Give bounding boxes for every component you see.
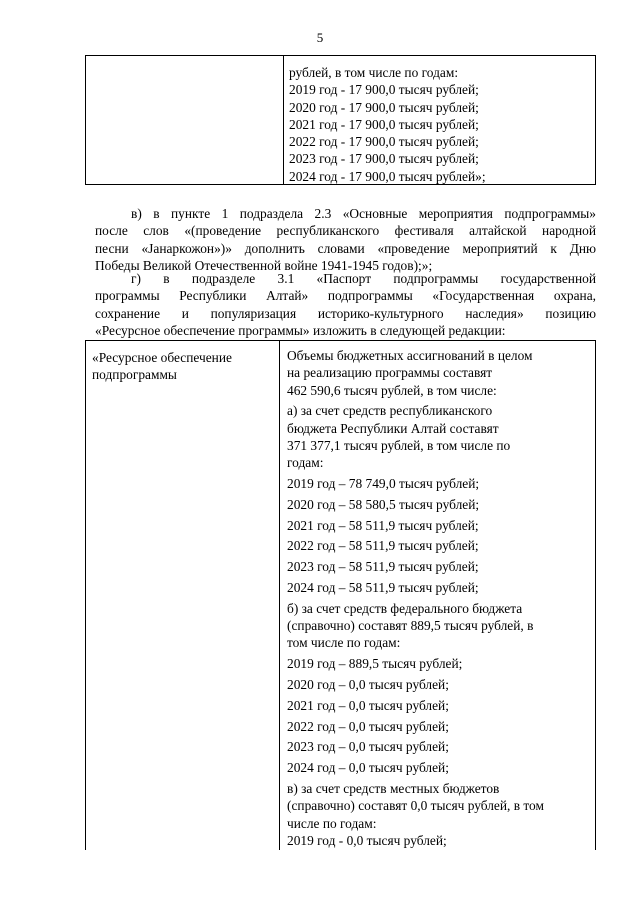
table-line: в) за счет средств местных бюджетов (287, 781, 500, 797)
paragraph-line: сохранение и популяризация историко-культурного наследия» позицию (95, 305, 596, 321)
table-line: рублей, в том числе по годам: (289, 65, 459, 80)
table-line: числе по годам: (287, 815, 377, 831)
table-line: а) за счет средств республиканского (287, 403, 493, 419)
table-line: 2024 год - 17 900,0 тысяч рублей»; (289, 168, 486, 184)
table-line: 2020 год – 58 580,5 тысяч рублей; (287, 496, 480, 512)
resource-paragraph (287, 738, 587, 755)
resource-paragraph (287, 718, 587, 735)
paragraph-line: в) в пункте 1 подраздела 2.3 «Основные мероприятия подпрограммы» (131, 206, 596, 221)
paragraph-line: после слов «(проведение республиканского фестиваля алтайской народной (95, 223, 596, 239)
table-line: на реализацию программы составят (287, 365, 493, 381)
table-line: 2021 год - 17 900,0 тысяч рублей; (289, 116, 479, 132)
resource-paragraph (287, 558, 587, 575)
paragraph-line: «Ресурсное обеспечение программы» изложить в следующей редакции: (95, 322, 506, 338)
resource-paragraph (287, 475, 587, 492)
resource-paragraph (287, 655, 587, 672)
table-line: 2019 год - 0,0 тысяч рублей; (287, 832, 447, 848)
table-line: (справочно) составят 889,5 тысяч рублей, в (287, 618, 534, 634)
table-line: 2022 год – 0,0 тысяч рублей; (287, 718, 449, 734)
paragraph-line: программы Республики Алтай» подпрограммы «Государственная охрана, (95, 288, 596, 304)
table-line: 2020 год - 17 900,0 тысяч рублей; (289, 99, 479, 115)
table-line: 2023 год - 17 900,0 тысяч рублей; (289, 151, 479, 167)
resource-paragraph (287, 517, 587, 534)
paragraph-line: Победы Великой Отечественной войне 1941-1945 годов);»; (95, 257, 433, 273)
table-line: б) за счет средств федерального бюджета (287, 600, 523, 616)
table-line: 2023 год – 0,0 тысяч рублей; (287, 739, 449, 755)
resource-paragraph (287, 600, 587, 652)
table-column-divider (279, 341, 280, 850)
table-line: 371 377,1 тысяч рублей, в том числе по (287, 437, 511, 453)
table-line: 2020 год – 0,0 тысяч рублей; (287, 677, 449, 693)
paragraph-g (95, 270, 596, 339)
resource-table (85, 340, 596, 850)
table-line: 2022 год – 58 511,9 тысяч рублей; (287, 538, 479, 554)
table-line: 2021 год – 58 511,9 тысяч рублей; (287, 517, 479, 533)
table-line: годам: (287, 455, 324, 471)
table-line: 2019 год – 889,5 тысяч рублей; (287, 656, 463, 672)
continuation-table (85, 55, 596, 185)
table-line: 2024 год – 58 511,9 тысяч рублей; (287, 580, 479, 596)
resource-paragraph (287, 402, 587, 471)
paragraph-line: г) в подразделе 3.1 «Паспорт подпрограммы государственной (131, 271, 596, 286)
table-line: 2021 год – 0,0 тысяч рублей; (287, 697, 449, 713)
resource-paragraph (287, 496, 587, 513)
table-line: 462 590,6 тысяч рублей, в том числе: (287, 382, 497, 398)
resource-paragraph (287, 780, 587, 849)
resource-paragraph (287, 759, 587, 776)
continuation-table-right-cell (289, 64, 486, 185)
table-line: том числе по годам: (287, 635, 401, 651)
table-line: (справочно) составят 0,0 тысяч рублей, в том (287, 798, 544, 814)
table-column-divider (283, 56, 284, 184)
table-line: бюджета Республики Алтай составят (287, 420, 499, 436)
resource-paragraph (287, 347, 587, 399)
table-line: «Ресурсное обеспечение (92, 350, 232, 365)
resource-paragraph (287, 676, 587, 693)
resource-table-right-cell (287, 347, 587, 853)
resource-paragraph (287, 697, 587, 714)
resource-paragraph (287, 579, 587, 596)
resource-paragraph (287, 537, 587, 554)
table-line: 2024 год – 0,0 тысяч рублей; (287, 760, 449, 776)
paragraph-v (95, 205, 596, 274)
table-line: подпрограммы (92, 367, 177, 383)
table-line: 2022 год - 17 900,0 тысяч рублей; (289, 134, 479, 150)
table-line: 2023 год – 58 511,9 тысяч рублей; (287, 559, 479, 575)
table-line: 2019 год - 17 900,0 тысяч рублей; (289, 82, 479, 98)
paragraph-line: песни «Јанаркожон»)» дополнить словами «проведение мероприятий к Дню (95, 240, 596, 256)
table-line: Объемы бюджетных ассигнований в целом (287, 348, 533, 363)
table-line: 2019 год – 78 749,0 тысяч рублей; (287, 476, 480, 492)
resource-table-left-cell (92, 349, 272, 384)
page-number: 5 (316, 30, 324, 45)
